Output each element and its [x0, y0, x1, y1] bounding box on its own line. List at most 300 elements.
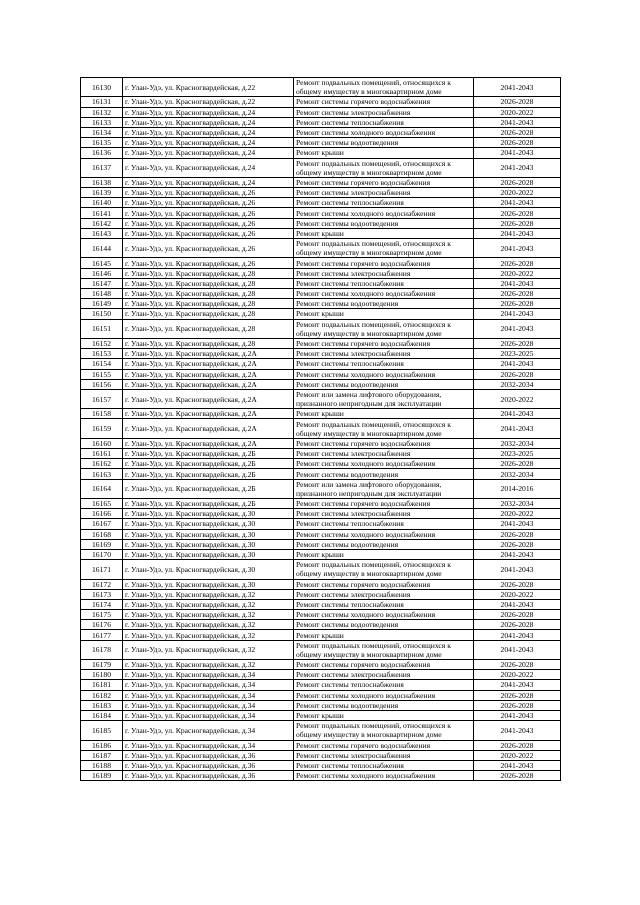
- table-row: [81, 760, 561, 770]
- table-row: [81, 198, 561, 208]
- work-type-cell: Ремонт системы холодного водоснабжения: [294, 459, 474, 469]
- period-cell: 2023-2025: [474, 449, 561, 459]
- period-cell: 2026-2028: [474, 700, 561, 710]
- period-cell: 2026-2028: [474, 127, 561, 137]
- row-number: 16187: [81, 750, 123, 760]
- period-cell: 2032-2034: [474, 469, 561, 479]
- row-number: 16184: [81, 710, 123, 720]
- table-row: [81, 771, 561, 781]
- row-number: 16159: [81, 419, 123, 438]
- table-row: [81, 319, 561, 338]
- row-number: 16154: [81, 359, 123, 369]
- table-row: [81, 389, 561, 408]
- work-type-cell: Ремонт системы теплоснабжения: [294, 117, 474, 127]
- work-type-cell: Ремонт крыши: [294, 148, 474, 158]
- work-type-cell: Ремонт системы холодного водоснабжения: [294, 771, 474, 781]
- work-type-cell: Ремонт системы холодного водоснабжения: [294, 127, 474, 137]
- row-number: 16174: [81, 599, 123, 609]
- row-number: 16157: [81, 389, 123, 408]
- work-type-cell: Ремонт системы холодного водоснабжения: [294, 529, 474, 539]
- work-type-cell: Ремонт системы горячего водоснабжения: [294, 258, 474, 268]
- table-row: [81, 177, 561, 187]
- work-type-cell: Ремонт системы холодного водоснабжения: [294, 288, 474, 298]
- row-number: 16179: [81, 660, 123, 670]
- row-number: 16180: [81, 670, 123, 680]
- address-cell: г. Улан-Удэ, ул. Красногвардейская, д.30: [123, 509, 294, 519]
- period-cell: 2032-2034: [474, 438, 561, 448]
- table-row: [81, 138, 561, 148]
- row-number: 16142: [81, 218, 123, 228]
- period-cell: 2026-2028: [474, 97, 561, 107]
- row-number: 16151: [81, 319, 123, 338]
- table-row: [81, 338, 561, 348]
- row-number: 16147: [81, 278, 123, 288]
- row-number: 16158: [81, 409, 123, 419]
- row-number: 16163: [81, 469, 123, 479]
- row-number: 16188: [81, 760, 123, 770]
- period-cell: 2041-2043: [474, 519, 561, 529]
- work-type-cell: Ремонт системы теплоснабжения: [294, 198, 474, 208]
- table-row: [81, 660, 561, 670]
- address-cell: г. Улан-Удэ, ул. Красногвардейская, д.2Б: [123, 479, 294, 498]
- row-number: 16132: [81, 107, 123, 117]
- period-cell: 2020-2022: [474, 589, 561, 599]
- address-cell: г. Улан-Удэ, ул. Красногвардейская, д.2А: [123, 389, 294, 408]
- address-cell: г. Улан-Удэ, ул. Красногвардейская, д.36: [123, 750, 294, 760]
- address-cell: г. Улан-Удэ, ул. Красногвардейская, д.26: [123, 188, 294, 198]
- work-type-cell: Ремонт крыши: [294, 630, 474, 640]
- period-cell: 2026-2028: [474, 459, 561, 469]
- row-number: 16141: [81, 208, 123, 218]
- period-cell: 2020-2022: [474, 268, 561, 278]
- period-cell: 2026-2028: [474, 620, 561, 630]
- work-type-cell: Ремонт системы электроснабжения: [294, 509, 474, 519]
- address-cell: г. Улан-Удэ, ул. Красногвардейская, д.2Б: [123, 498, 294, 508]
- work-type-cell: Ремонт системы горячего водоснабжения: [294, 579, 474, 589]
- address-cell: г. Улан-Удэ, ул. Красногвардейская, д.2А: [123, 359, 294, 369]
- address-cell: г. Улан-Удэ, ул. Красногвардейская, д.24: [123, 117, 294, 127]
- period-cell: 2041-2043: [474, 680, 561, 690]
- period-cell: 2026-2028: [474, 660, 561, 670]
- table-row: [81, 288, 561, 298]
- address-cell: г. Улан-Удэ, ул. Красногвардейская, д.24: [123, 107, 294, 117]
- row-number: 16171: [81, 560, 123, 579]
- row-number: 16183: [81, 700, 123, 710]
- period-cell: 2041-2043: [474, 599, 561, 609]
- address-cell: г. Улан-Удэ, ул. Красногвардейская, д.24: [123, 158, 294, 177]
- address-cell: г. Улан-Удэ, ул. Красногвардейская, д.32: [123, 630, 294, 640]
- table-row: [81, 549, 561, 559]
- work-type-cell: Ремонт системы водоотведения: [294, 379, 474, 389]
- work-type-cell: Ремонт системы теплоснабжения: [294, 599, 474, 609]
- period-cell: 2041-2043: [474, 560, 561, 579]
- table-row: [81, 369, 561, 379]
- table-row: [81, 107, 561, 117]
- row-number: 16169: [81, 539, 123, 549]
- address-cell: г. Улан-Удэ, ул. Красногвардейская, д.2А: [123, 379, 294, 389]
- row-number: 16170: [81, 549, 123, 559]
- row-number: 16164: [81, 479, 123, 498]
- address-cell: г. Улан-Удэ, ул. Красногвардейская, д.2А: [123, 349, 294, 359]
- period-cell: 2041-2043: [474, 721, 561, 740]
- table-row: [81, 239, 561, 258]
- row-number: 16144: [81, 239, 123, 258]
- table-row: [81, 188, 561, 198]
- address-cell: г. Улан-Удэ, ул. Красногвардейская, д.24: [123, 148, 294, 158]
- work-type-cell: Ремонт системы теплоснабжения: [294, 278, 474, 288]
- work-type-cell: Ремонт системы горячего водоснабжения: [294, 498, 474, 508]
- row-number: 16173: [81, 589, 123, 599]
- table-row: [81, 750, 561, 760]
- address-cell: г. Улан-Удэ, ул. Красногвардейская, д.28: [123, 278, 294, 288]
- period-cell: 2026-2028: [474, 771, 561, 781]
- row-number: 16161: [81, 449, 123, 459]
- work-type-cell: Ремонт подвальных помещений, относящихся к общему имуществу в многоквартирном доме: [294, 419, 474, 438]
- period-cell: 2026-2028: [474, 690, 561, 700]
- period-cell: 2032-2034: [474, 379, 561, 389]
- table-row: [81, 579, 561, 589]
- address-cell: г. Улан-Удэ, ул. Красногвардейская, д.2Б: [123, 459, 294, 469]
- row-number: 16135: [81, 138, 123, 148]
- address-cell: г. Улан-Удэ, ул. Красногвардейская, д.30: [123, 560, 294, 579]
- table-row: [81, 359, 561, 369]
- table-row: [81, 560, 561, 579]
- address-cell: г. Улан-Удэ, ул. Красногвардейская, д.34: [123, 670, 294, 680]
- period-cell: 2041-2043: [474, 760, 561, 770]
- period-cell: 2026-2028: [474, 369, 561, 379]
- row-number: 16181: [81, 680, 123, 690]
- period-cell: 2026-2028: [474, 258, 561, 268]
- work-type-cell: Ремонт системы горячего водоснабжения: [294, 740, 474, 750]
- table-row: [81, 721, 561, 740]
- address-cell: г. Улан-Удэ, ул. Красногвардейская, д.26: [123, 239, 294, 258]
- address-cell: г. Улан-Удэ, ул. Красногвардейская, д.24: [123, 177, 294, 187]
- work-type-cell: Ремонт крыши: [294, 409, 474, 419]
- address-cell: г. Улан-Удэ, ул. Красногвардейская, д.28: [123, 288, 294, 298]
- row-number: 16178: [81, 640, 123, 659]
- row-number: 16162: [81, 459, 123, 469]
- work-type-cell: Ремонт системы водоотведения: [294, 469, 474, 479]
- work-type-cell: Ремонт системы электроснабжения: [294, 188, 474, 198]
- row-number: 16146: [81, 268, 123, 278]
- work-type-cell: Ремонт или замена лифтового оборудования, признанного непригодным для эксплуатации: [294, 389, 474, 408]
- table-row: [81, 690, 561, 700]
- work-type-cell: Ремонт системы электроснабжения: [294, 349, 474, 359]
- period-cell: 2026-2028: [474, 177, 561, 187]
- address-cell: г. Улан-Удэ, ул. Красногвардейская, д.2А: [123, 419, 294, 438]
- work-type-cell: Ремонт системы холодного водоснабжения: [294, 690, 474, 700]
- row-number: 16172: [81, 579, 123, 589]
- period-cell: 2026-2028: [474, 740, 561, 750]
- table-row: [81, 148, 561, 158]
- period-cell: 2020-2022: [474, 107, 561, 117]
- period-cell: 2026-2028: [474, 338, 561, 348]
- address-cell: г. Улан-Удэ, ул. Красногвардейская, д.24: [123, 127, 294, 137]
- row-number: 16160: [81, 438, 123, 448]
- address-cell: г. Улан-Удэ, ул. Красногвардейская, д.28: [123, 299, 294, 309]
- row-number: 16145: [81, 258, 123, 268]
- work-type-cell: Ремонт крыши: [294, 549, 474, 559]
- table-row: [81, 640, 561, 659]
- table-row: [81, 117, 561, 127]
- address-cell: г. Улан-Удэ, ул. Красногвардейская, д.2А: [123, 409, 294, 419]
- work-type-cell: Ремонт крыши: [294, 228, 474, 238]
- table-row: [81, 620, 561, 630]
- table-row: [81, 419, 561, 438]
- period-cell: 2041-2043: [474, 549, 561, 559]
- table-row: [81, 228, 561, 238]
- table-row: [81, 208, 561, 218]
- row-number: 16131: [81, 97, 123, 107]
- period-cell: 2041-2043: [474, 630, 561, 640]
- period-cell: 2041-2043: [474, 359, 561, 369]
- table-row: [81, 309, 561, 319]
- period-cell: 2026-2028: [474, 579, 561, 589]
- address-cell: г. Улан-Удэ, ул. Красногвардейская, д.30: [123, 579, 294, 589]
- period-cell: 2020-2022: [474, 509, 561, 519]
- work-type-cell: Ремонт системы горячего водоснабжения: [294, 97, 474, 107]
- period-cell: 2026-2028: [474, 529, 561, 539]
- period-cell: 2014-2016: [474, 479, 561, 498]
- period-cell: 2032-2034: [474, 498, 561, 508]
- table-row: [81, 610, 561, 620]
- row-number: 16153: [81, 349, 123, 359]
- period-cell: 2041-2043: [474, 409, 561, 419]
- period-cell: 2020-2022: [474, 188, 561, 198]
- table-row: [81, 97, 561, 107]
- work-type-cell: Ремонт системы электроснабжения: [294, 268, 474, 278]
- row-number: 16182: [81, 690, 123, 700]
- row-number: 16140: [81, 198, 123, 208]
- period-cell: 2023-2025: [474, 349, 561, 359]
- period-cell: 2026-2028: [474, 208, 561, 218]
- address-cell: г. Улан-Удэ, ул. Красногвардейская, д.28: [123, 268, 294, 278]
- work-type-cell: Ремонт системы горячего водоснабжения: [294, 660, 474, 670]
- address-cell: г. Улан-Удэ, ул. Красногвардейская, д.26: [123, 208, 294, 218]
- address-cell: г. Улан-Удэ, ул. Красногвардейская, д.34: [123, 680, 294, 690]
- period-cell: 2041-2043: [474, 148, 561, 158]
- address-cell: г. Улан-Удэ, ул. Красногвардейская, д.26: [123, 228, 294, 238]
- work-type-cell: Ремонт системы водоотведения: [294, 299, 474, 309]
- table-row: [81, 498, 561, 508]
- row-number: 16155: [81, 369, 123, 379]
- period-cell: 2020-2022: [474, 670, 561, 680]
- work-type-cell: Ремонт или замена лифтового оборудования, признанного непригодным для эксплуатации: [294, 479, 474, 498]
- period-cell: 2041-2043: [474, 158, 561, 177]
- address-cell: г. Улан-Удэ, ул. Красногвардейская, д.22: [123, 97, 294, 107]
- row-number: 16175: [81, 610, 123, 620]
- work-type-cell: Ремонт системы электроснабжения: [294, 670, 474, 680]
- address-cell: г. Улан-Удэ, ул. Красногвардейская, д.32: [123, 640, 294, 659]
- address-cell: г. Улан-Удэ, ул. Красногвардейская, д.26: [123, 258, 294, 268]
- address-cell: г. Улан-Удэ, ул. Красногвардейская, д.36: [123, 760, 294, 770]
- work-type-cell: Ремонт крыши: [294, 710, 474, 720]
- table-row: [81, 529, 561, 539]
- row-number: 16166: [81, 509, 123, 519]
- work-type-cell: Ремонт системы холодного водоснабжения: [294, 610, 474, 620]
- address-cell: г. Улан-Удэ, ул. Красногвардейская, д.30: [123, 529, 294, 539]
- work-type-cell: Ремонт системы теплоснабжения: [294, 680, 474, 690]
- address-cell: г. Улан-Удэ, ул. Красногвардейская, д.26: [123, 198, 294, 208]
- period-cell: 2041-2043: [474, 710, 561, 720]
- period-cell: 2026-2028: [474, 610, 561, 620]
- table-row: [81, 349, 561, 359]
- work-type-cell: Ремонт подвальных помещений, относящихся к общему имуществу в многоквартирном доме: [294, 239, 474, 258]
- address-cell: г. Улан-Удэ, ул. Красногвардейская, д.2А: [123, 438, 294, 448]
- row-number: 16152: [81, 338, 123, 348]
- work-type-cell: Ремонт системы горячего водоснабжения: [294, 438, 474, 448]
- address-cell: г. Улан-Удэ, ул. Красногвардейская, д.22: [123, 78, 294, 97]
- work-type-cell: Ремонт системы горячего водоснабжения: [294, 177, 474, 187]
- row-number: 16136: [81, 148, 123, 158]
- table-row: [81, 409, 561, 419]
- work-type-cell: Ремонт системы водоотведения: [294, 700, 474, 710]
- period-cell: 2026-2028: [474, 288, 561, 298]
- row-number: 16133: [81, 117, 123, 127]
- row-number: 16167: [81, 519, 123, 529]
- period-cell: 2041-2043: [474, 228, 561, 238]
- table-row: [81, 469, 561, 479]
- address-cell: г. Улан-Удэ, ул. Красногвардейская, д.24: [123, 138, 294, 148]
- table-row: [81, 158, 561, 177]
- work-type-cell: Ремонт крыши: [294, 309, 474, 319]
- work-type-cell: Ремонт системы водоотведения: [294, 620, 474, 630]
- table-row: [81, 740, 561, 750]
- address-cell: г. Улан-Удэ, ул. Красногвардейская, д.32: [123, 620, 294, 630]
- table-row: [81, 479, 561, 498]
- period-cell: 2041-2043: [474, 78, 561, 97]
- work-type-cell: Ремонт системы горячего водоснабжения: [294, 338, 474, 348]
- table-row: [81, 509, 561, 519]
- work-type-cell: Ремонт системы электроснабжения: [294, 750, 474, 760]
- work-type-cell: Ремонт подвальных помещений, относящихся к общему имуществу в многоквартирном доме: [294, 640, 474, 659]
- table-row: [81, 519, 561, 529]
- address-cell: г. Улан-Удэ, ул. Красногвардейская, д.32: [123, 610, 294, 620]
- period-cell: 2026-2028: [474, 138, 561, 148]
- work-type-cell: Ремонт системы электроснабжения: [294, 449, 474, 459]
- address-cell: г. Улан-Удэ, ул. Красногвардейская, д.26: [123, 218, 294, 228]
- row-number: 16137: [81, 158, 123, 177]
- address-cell: г. Улан-Удэ, ул. Красногвардейская, д.34: [123, 740, 294, 750]
- period-cell: 2041-2043: [474, 319, 561, 338]
- address-cell: г. Улан-Удэ, ул. Красногвардейская, д.34: [123, 721, 294, 740]
- table-row: [81, 599, 561, 609]
- address-cell: г. Улан-Удэ, ул. Красногвардейская, д.2А: [123, 369, 294, 379]
- table-row: [81, 539, 561, 549]
- address-cell: г. Улан-Удэ, ул. Красногвардейская, д.36: [123, 771, 294, 781]
- work-type-cell: Ремонт системы теплоснабжения: [294, 359, 474, 369]
- period-cell: 2020-2022: [474, 750, 561, 760]
- work-type-cell: Ремонт системы электроснабжения: [294, 107, 474, 117]
- work-type-cell: Ремонт подвальных помещений, относящихся к общему имуществу в многоквартирном доме: [294, 78, 474, 97]
- period-cell: 2041-2043: [474, 198, 561, 208]
- table-row: [81, 127, 561, 137]
- work-type-cell: Ремонт системы водоотведения: [294, 218, 474, 228]
- period-cell: 2041-2043: [474, 640, 561, 659]
- row-number: 16185: [81, 721, 123, 740]
- row-number: 16176: [81, 620, 123, 630]
- address-cell: г. Улан-Удэ, ул. Красногвардейская, д.34: [123, 690, 294, 700]
- period-cell: 2041-2043: [474, 309, 561, 319]
- address-cell: г. Улан-Удэ, ул. Красногвардейская, д.28: [123, 319, 294, 338]
- table-row: [81, 258, 561, 268]
- work-type-cell: Ремонт подвальных помещений, относящихся к общему имуществу в многоквартирном доме: [294, 721, 474, 740]
- row-number: 16134: [81, 127, 123, 137]
- address-cell: г. Улан-Удэ, ул. Красногвардейская, д.34: [123, 700, 294, 710]
- work-type-cell: Ремонт системы водоотведения: [294, 138, 474, 148]
- work-type-cell: Ремонт системы электроснабжения: [294, 589, 474, 599]
- table-row: [81, 218, 561, 228]
- address-cell: г. Улан-Удэ, ул. Красногвардейская, д.34: [123, 710, 294, 720]
- table-row: [81, 268, 561, 278]
- table-row: [81, 299, 561, 309]
- work-type-cell: Ремонт системы водоотведения: [294, 539, 474, 549]
- work-type-cell: Ремонт системы холодного водоснабжения: [294, 208, 474, 218]
- address-cell: г. Улан-Удэ, ул. Красногвардейская, д.30: [123, 539, 294, 549]
- address-cell: г. Улан-Удэ, ул. Красногвардейская, д.28: [123, 309, 294, 319]
- table-row: [81, 589, 561, 599]
- table-row: [81, 449, 561, 459]
- table-row: [81, 700, 561, 710]
- period-cell: 2041-2043: [474, 419, 561, 438]
- period-cell: 2041-2043: [474, 117, 561, 127]
- table-row: [81, 630, 561, 640]
- row-number: 16149: [81, 299, 123, 309]
- work-type-cell: Ремонт системы холодного водоснабжения: [294, 369, 474, 379]
- row-number: 16189: [81, 771, 123, 781]
- period-cell: 2026-2028: [474, 299, 561, 309]
- address-cell: г. Улан-Удэ, ул. Красногвардейская, д.30: [123, 549, 294, 559]
- work-type-cell: Ремонт системы теплоснабжения: [294, 760, 474, 770]
- period-cell: 2026-2028: [474, 218, 561, 228]
- table-row: [81, 379, 561, 389]
- table-row: [81, 78, 561, 97]
- row-number: 16150: [81, 309, 123, 319]
- row-number: 16177: [81, 630, 123, 640]
- period-cell: 2041-2043: [474, 278, 561, 288]
- row-number: 16168: [81, 529, 123, 539]
- period-cell: 2020-2022: [474, 389, 561, 408]
- work-type-cell: Ремонт подвальных помещений, относящихся к общему имуществу в многоквартирном доме: [294, 158, 474, 177]
- row-number: 16143: [81, 228, 123, 238]
- period-cell: 2026-2028: [474, 539, 561, 549]
- row-number: 16130: [81, 78, 123, 97]
- row-number: 16139: [81, 188, 123, 198]
- address-cell: г. Улан-Удэ, ул. Красногвардейская, д.30: [123, 519, 294, 529]
- table-row: [81, 278, 561, 288]
- row-number: 16156: [81, 379, 123, 389]
- table-row: [81, 438, 561, 448]
- table-row: [81, 459, 561, 469]
- address-cell: г. Улан-Удэ, ул. Красногвардейская, д.28: [123, 338, 294, 348]
- work-type-cell: Ремонт подвальных помещений, относящихся к общему имуществу в многоквартирном доме: [294, 319, 474, 338]
- row-number: 16165: [81, 498, 123, 508]
- work-type-cell: Ремонт системы теплоснабжения: [294, 519, 474, 529]
- address-cell: г. Улан-Удэ, ул. Красногвардейская, д.32: [123, 599, 294, 609]
- table-row: [81, 680, 561, 690]
- row-number: 16186: [81, 740, 123, 750]
- repair-schedule-table: [80, 77, 561, 781]
- table-body: [81, 78, 561, 781]
- row-number: 16138: [81, 177, 123, 187]
- address-cell: г. Улан-Удэ, ул. Красногвардейская, д.32: [123, 660, 294, 670]
- period-cell: 2041-2043: [474, 239, 561, 258]
- address-cell: г. Улан-Удэ, ул. Красногвардейская, д.32: [123, 589, 294, 599]
- address-cell: г. Улан-Удэ, ул. Красногвардейская, д.2Б: [123, 449, 294, 459]
- table-row: [81, 710, 561, 720]
- row-number: 16148: [81, 288, 123, 298]
- address-cell: г. Улан-Удэ, ул. Красногвардейская, д.2Б: [123, 469, 294, 479]
